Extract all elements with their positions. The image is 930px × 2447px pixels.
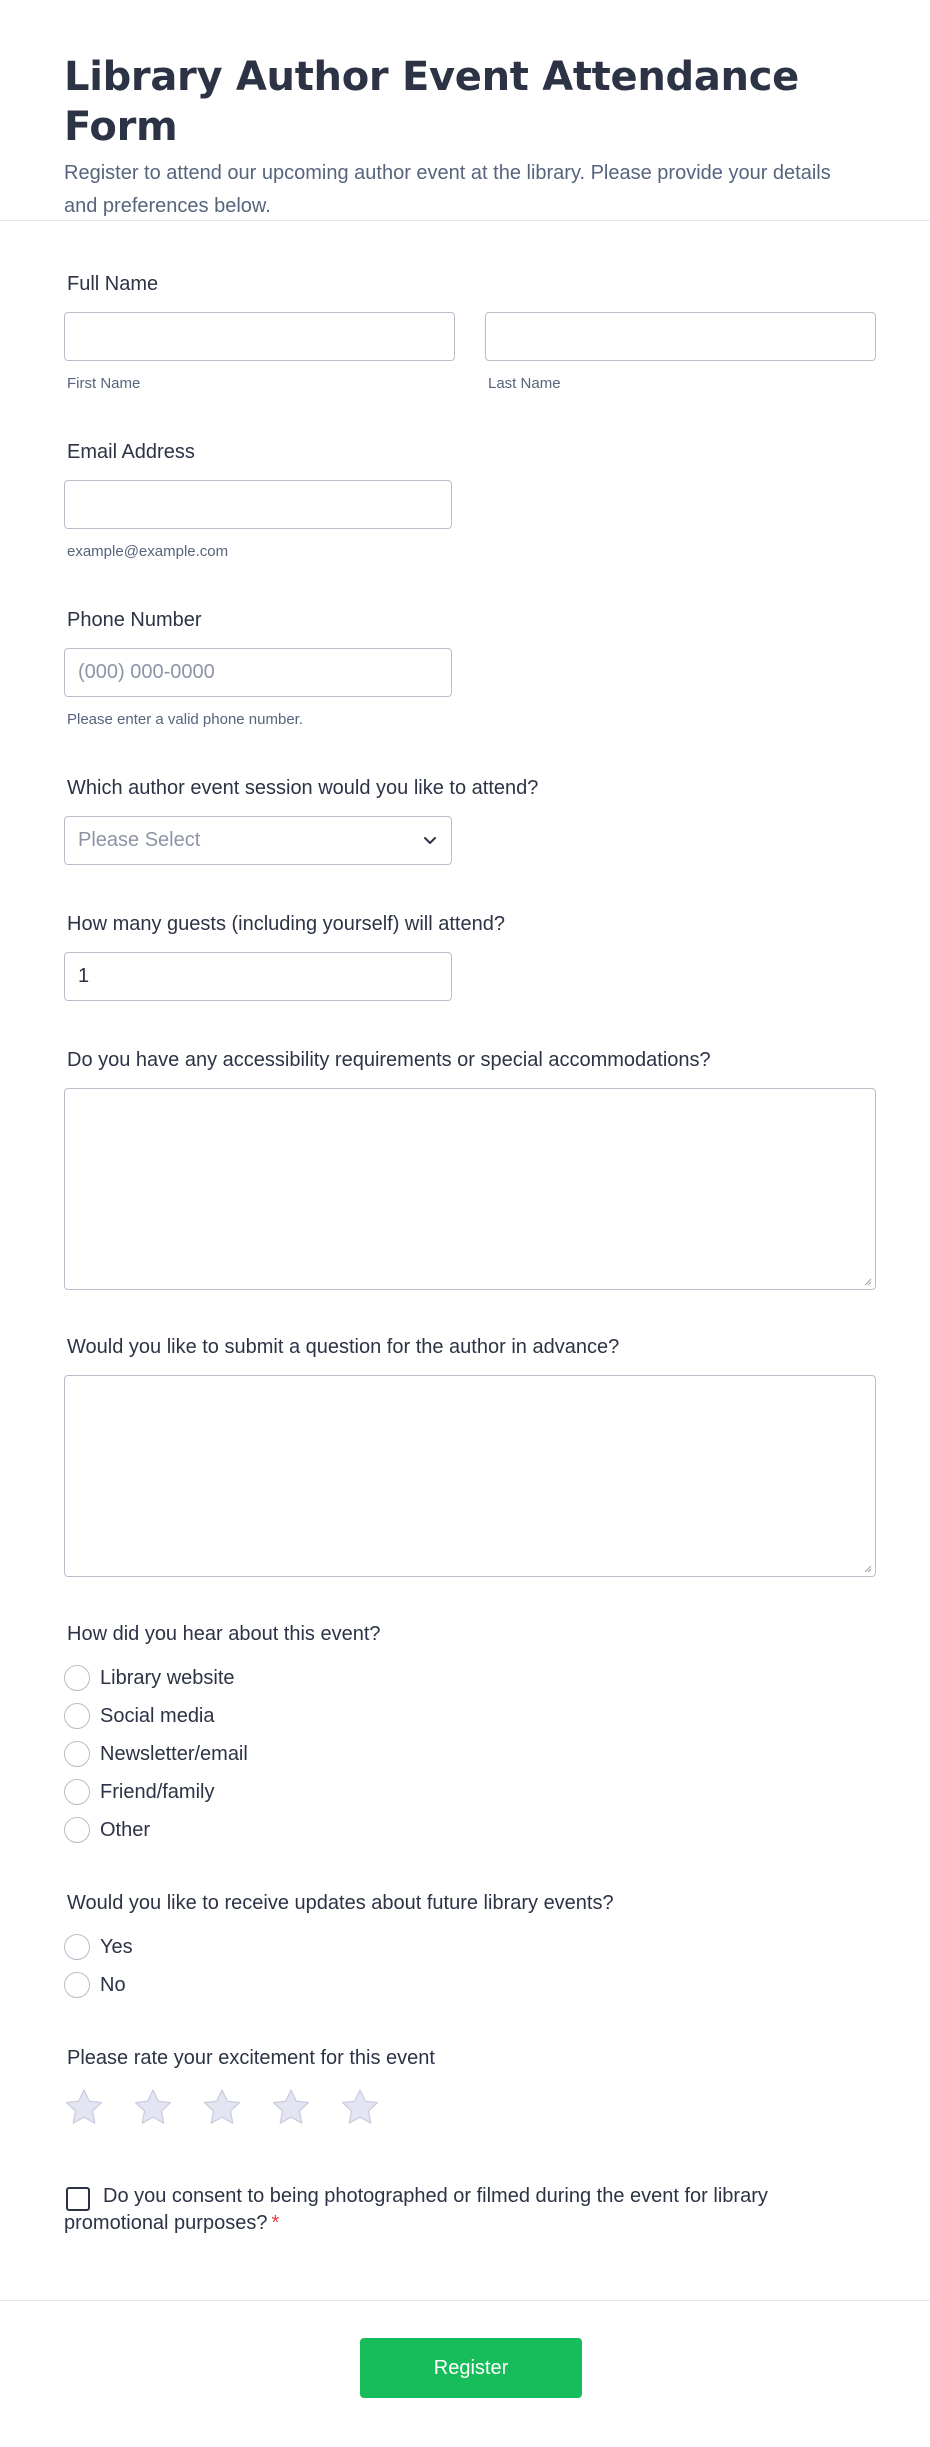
star-icon[interactable]: [271, 2087, 311, 2127]
phone-label: Phone Number: [67, 609, 202, 631]
radio-label: Friend/family: [100, 1780, 215, 1803]
phone-sublabel: Please enter a valid phone number.: [67, 711, 303, 728]
rating-label: Please rate your excitement for this event: [67, 2047, 435, 2069]
radio-button[interactable]: [64, 1665, 90, 1691]
radio-label: No: [100, 1973, 126, 1996]
radio-label: Social media: [100, 1704, 215, 1727]
star-icon[interactable]: [202, 2087, 242, 2127]
star-icon[interactable]: [133, 2087, 173, 2127]
guests-label: How many guests (including yourself) will attend?: [67, 913, 505, 935]
chevron-down-icon: [423, 833, 437, 847]
radio-button[interactable]: [64, 1934, 90, 1960]
heard-option[interactable]: [64, 1664, 235, 1692]
email-sublabel: example@example.com: [67, 543, 229, 560]
radio-button[interactable]: [64, 1972, 90, 1998]
updates-label: Would you like to receive updates about future library events?: [67, 1892, 614, 1914]
question-label: Would you like to submit a question for the author in advance?: [67, 1336, 620, 1358]
first-name-sublabel: First Name: [67, 375, 141, 392]
star-icon[interactable]: [64, 2087, 104, 2127]
accessibility-textarea[interactable]: [64, 1088, 876, 1290]
session-label: Which author event session would you like to attend?: [67, 777, 539, 799]
email-label: Email Address: [67, 441, 195, 463]
radio-label: Other: [100, 1818, 151, 1841]
consent-text: [64, 2183, 784, 2237]
accessibility-label: Do you have any accessibility requirements or special accommodations?: [67, 1049, 711, 1071]
radio-label: Yes: [100, 1935, 133, 1958]
radio-button[interactable]: [64, 1779, 90, 1805]
email-input[interactable]: [64, 480, 452, 529]
radio-label: Newsletter/email: [100, 1742, 248, 1765]
star-icon[interactable]: [340, 2087, 380, 2127]
radio-button[interactable]: [64, 1703, 90, 1729]
form-title: Library Author Event Attendance Form: [64, 54, 799, 150]
heard-option[interactable]: [64, 1702, 215, 1730]
heard-option[interactable]: [64, 1816, 150, 1844]
heard-option[interactable]: [64, 1740, 248, 1768]
last-name-input[interactable]: [485, 312, 876, 361]
form-header: [0, 0, 930, 221]
updates-option[interactable]: [64, 1971, 126, 1999]
resize-grip-icon[interactable]: [863, 1277, 872, 1286]
session-select[interactable]: [64, 816, 452, 865]
phone-placeholder: (000) 000-0000: [78, 661, 215, 683]
full-name-label: Full Name: [67, 273, 159, 295]
radio-button[interactable]: [64, 1817, 90, 1843]
last-name-sublabel: Last Name: [488, 375, 561, 392]
guests-input[interactable]: 1: [64, 952, 452, 1001]
heard-option[interactable]: [64, 1778, 214, 1806]
phone-input[interactable]: [64, 648, 452, 697]
form-subtitle: Register to attend our upcoming author event at the library. Please provide your details and preferences below.: [64, 162, 831, 217]
updates-option[interactable]: [64, 1933, 133, 1961]
register-button[interactable]: Register: [360, 2338, 582, 2398]
session-selected-value: Please Select: [78, 829, 201, 851]
first-name-input[interactable]: [64, 312, 455, 361]
footer-divider: [0, 2300, 930, 2301]
heard-label: How did you hear about this event?: [67, 1623, 381, 1645]
radio-label: Library website: [100, 1666, 235, 1689]
required-marker: *: [271, 2212, 280, 2234]
consent-label: Do you consent to being photographed or filmed during the event for library promotional purposes?: [64, 2185, 768, 2234]
resize-grip-icon[interactable]: [863, 1564, 872, 1573]
radio-button[interactable]: [64, 1741, 90, 1767]
question-textarea[interactable]: [64, 1375, 876, 1577]
